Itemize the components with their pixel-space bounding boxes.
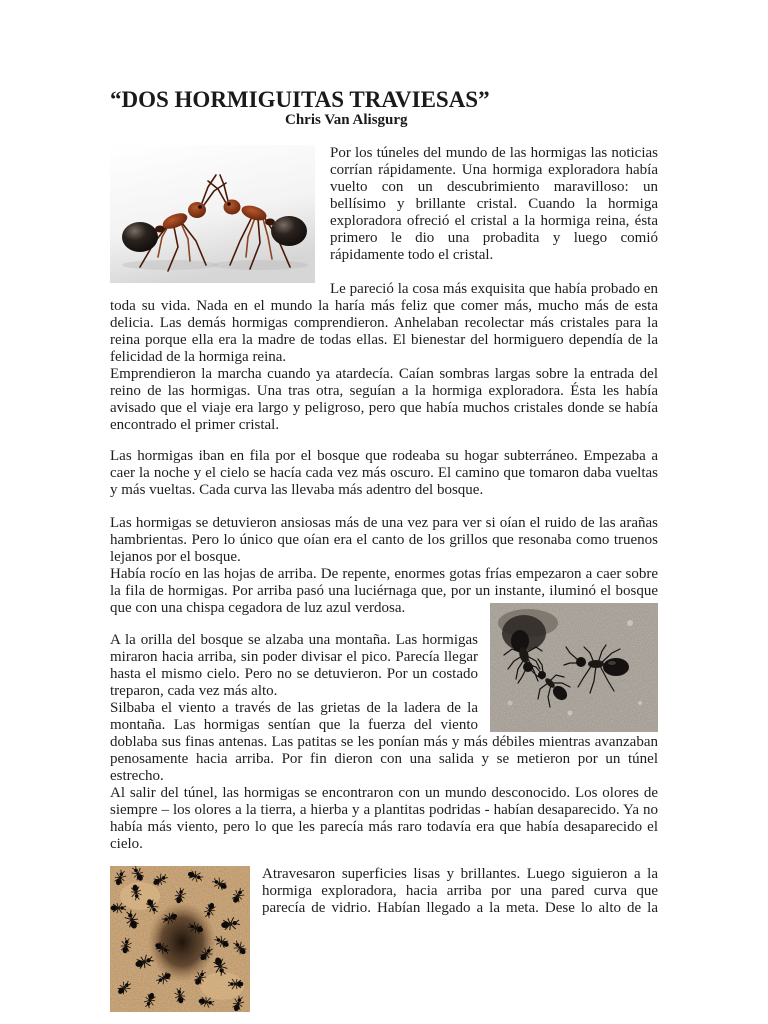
two-ants-photo <box>110 145 315 295</box>
paragraph: Había rocío en las hojas de arriba. De repente, enormes gotas frías empezaron a caer sobre la fila de hormigas. Por arriba pasó una luciérnaga que, por un instante, iluminó el bosque que con una chispa cegadora de luz azul verdosa. <box>110 566 658 616</box>
story-section-4 <box>110 632 658 853</box>
paragraph: Las hormigas iban en fila por el bosque que rodeaba su hogar subterráneo. Empezaba a caer la noche y el cielo se hacía cada vez más oscuro. El camino que tomaron daba vueltas y más vueltas. Cada curva las llevaba más adentro del bosque. <box>110 448 658 498</box>
story-section-2 <box>110 448 658 499</box>
story-section-5 <box>110 866 658 1012</box>
photo-wrap-spacer <box>478 632 658 734</box>
paragraph: Emprendieron la marcha cuando ya atardecía. Caían sombras largas sobre la entrada del reino de las hormigas. Una tras otra, seguían a la hormiga exploradora. Ésta les había avisado que el viaje era largo y peligroso, pero que había muchos cristales donde se había encontrado el primer cristal. <box>110 366 658 433</box>
paragraph: Por los túneles del mundo de las hormigas las noticias corrían rápidamente. Una hormiga exploradora había vuelto con un descubrimiento maravilloso: un bellísimo y brillante cristal. Cuando la hormiga exploradora ofreció el cristal a la hormiga reina, ésta primero le dio una probadita y luego comió rápidamente todo el cristal. <box>330 145 658 263</box>
story-section-3 <box>110 515 658 617</box>
paragraph: Silbaba el viento a través de las grietas de la ladera de la montaña. Las hormigas sentían que la fuerza del viento doblaba sus finas antenas. Las patitas se les ponían más y más débiles mientras avanzaban penosamente hacia arriba. Por fin dieron con una salida y se metieron por un túnel estrecho. <box>110 700 658 784</box>
ant-nest-photo <box>110 866 250 1012</box>
paragraph: Le pareció la cosa más exquisita que había probado en toda su vida. Nada en el mundo la haría más feliz que comer más, mucho más de esta delicia. Las demás hormigas comprendieron. Anhelaban recolectar más cristales para la reina porque ella era la madre de todas ellas. El bienestar del hormiguero dependía de la felicidad de la hormiga reina. <box>110 281 658 365</box>
paragraph: Al salir del túnel, las hormigas se encontraron con un mundo desconocido. Los olores de siempre – los olores a la tierra, a hierba y a plantitas podridas - habían desaparecido. Ya no había más viento, pero lo que les parecía más raro todavía era que había desaparecido el cielo. <box>110 785 658 852</box>
story-title: “DOS HORMIGUITAS TRAVIESAS” <box>110 87 490 112</box>
story-section-1 <box>110 145 658 434</box>
two-ants-photo-image <box>110 145 315 283</box>
story-author: Chris Van Alisgurg <box>285 112 408 128</box>
ant-nest-photo-image <box>110 866 250 1012</box>
paragraph: A la orilla del bosque se alzaba una montaña. Las hormigas miraron hacia arriba, sin poder divisar el pico. Parecía llegar hasta el mismo cielo. Pero no se detuvieron. Por un costado treparon, cada vez más alto. <box>110 632 478 699</box>
paragraph: Las hormigas se detuvieron ansiosas más de una vez para ver si oían el ruido de las arañas hambrientas. Pero lo único que oían era el canto de los grillos que resonaba como truenos lejanos por el bosque. <box>110 515 658 565</box>
paragraph: Atravesaron superficies lisas y brillantes. Luego siguieron a la hormiga exploradora, hacia arriba por una pared curva que parecía de vidrio. Habían llegado a la meta. Dese lo alto de la <box>262 866 658 916</box>
